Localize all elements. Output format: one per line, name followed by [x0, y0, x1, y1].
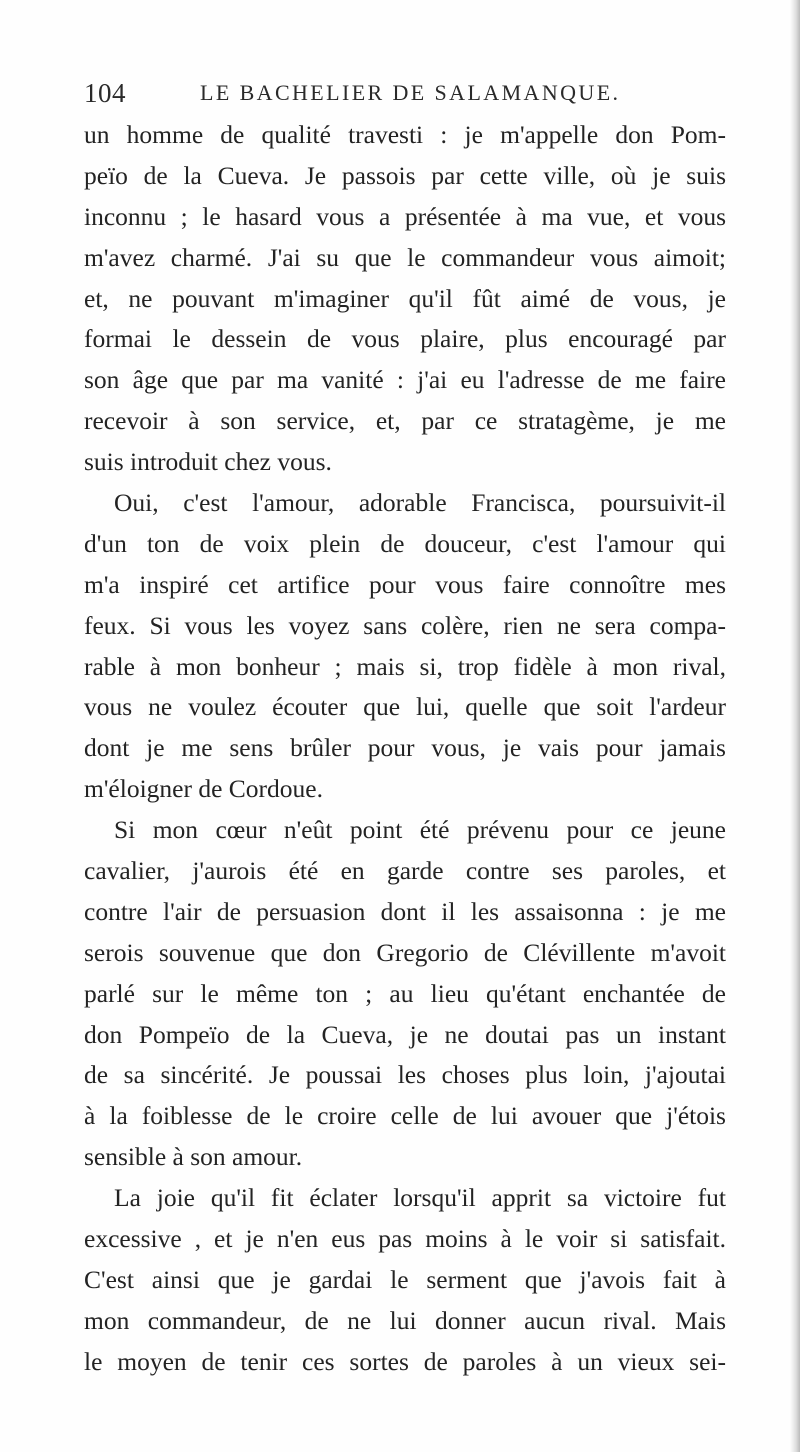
running-title: LE BACHELIER DE SALAMANQUE.: [200, 80, 621, 105]
text-line: cavalier, j'aurois été en garde contre ses paroles, et: [84, 856, 726, 886]
text-line: serois souvenue que don Gregorio de Clévillente m'avoit: [84, 937, 726, 967]
text-line: m'a inspiré cet artifice pour vous faire connoître mes: [84, 569, 726, 599]
text-line: inconnu ; le hasard vous a présentée à ma vue, et vous: [84, 201, 726, 231]
text-line: le moyen de tenir ces sortes de paroles à un vieux sei-: [84, 1346, 726, 1376]
text-line: C'est ainsi que je gardai le serment que j'avois fait à: [84, 1264, 726, 1294]
text-line: et, ne pouvant m'imaginer qu'il fût aimé de vous, je: [84, 283, 726, 313]
text-line: contre l'air de persuasion dont il les assaisonna : je me: [84, 896, 726, 926]
page-edge-shadow: [790, 0, 800, 1452]
text-line: sensible à son amour.: [84, 1142, 303, 1172]
text-line: formai le dessein de vous plaire, plus encouragé par: [84, 324, 726, 354]
text-line: don Pompeïo de la Cueva, je ne doutai pas un instant: [84, 1019, 726, 1049]
text-line: d'un ton de voix plein de douceur, c'est l'amour qui: [84, 528, 726, 558]
text-line: m'éloigner de Cordoue.: [84, 774, 323, 804]
page-number: 104: [84, 78, 126, 108]
text-line: Si mon cœur n'eût point été prévenu pour ce jeune: [114, 815, 726, 845]
text-line: son âge que par ma vanité : j'ai eu l'adresse de me faire: [84, 365, 726, 395]
text-line: La joie qu'il fit éclater lorsqu'il apprit sa victoire fut: [114, 1183, 726, 1213]
text-line: feux. Si vous les voyez sans colère, rien ne sera compa-: [84, 610, 726, 640]
text-line: à la foiblesse de le croire celle de lui avouer que j'étois: [84, 1101, 726, 1131]
text-line: suis introduit chez vous.: [84, 447, 332, 477]
text-line: m'avez charmé. J'ai su que le commandeur vous aimoit;: [84, 242, 726, 272]
text-line: peïo de la Cueva. Je passois par cette ville, où je suis: [84, 160, 726, 190]
text-line: mon commandeur, de ne lui donner aucun rival. Mais: [84, 1305, 726, 1335]
text-line: excessive , et je n'en eus pas moins à le voir si satisfait.: [84, 1224, 726, 1254]
text-line: dont je me sens brûler pour vous, je vais pour jamais: [84, 733, 726, 763]
body-text: [84, 115, 726, 1383]
running-head: [84, 78, 724, 114]
text-line: recevoir à son service, et, par ce stratagème, je me: [84, 406, 726, 436]
text-line: de sa sincérité. Je poussai les choses plus loin, j'ajoutai: [84, 1060, 726, 1090]
text-line: un homme de qualité travesti : je m'appelle don Pom-: [84, 120, 726, 149]
text-line: vous ne voulez écouter que lui, quelle que soit l'ardeur: [84, 692, 726, 722]
text-line: Oui, c'est l'amour, adorable Francisca, poursuivit-il: [114, 488, 726, 518]
text-line: rable à mon bonheur ; mais si, trop fidèle à mon rival,: [84, 651, 726, 681]
text-line: parlé sur le même ton ; au lieu qu'étant enchantée de: [84, 978, 726, 1008]
